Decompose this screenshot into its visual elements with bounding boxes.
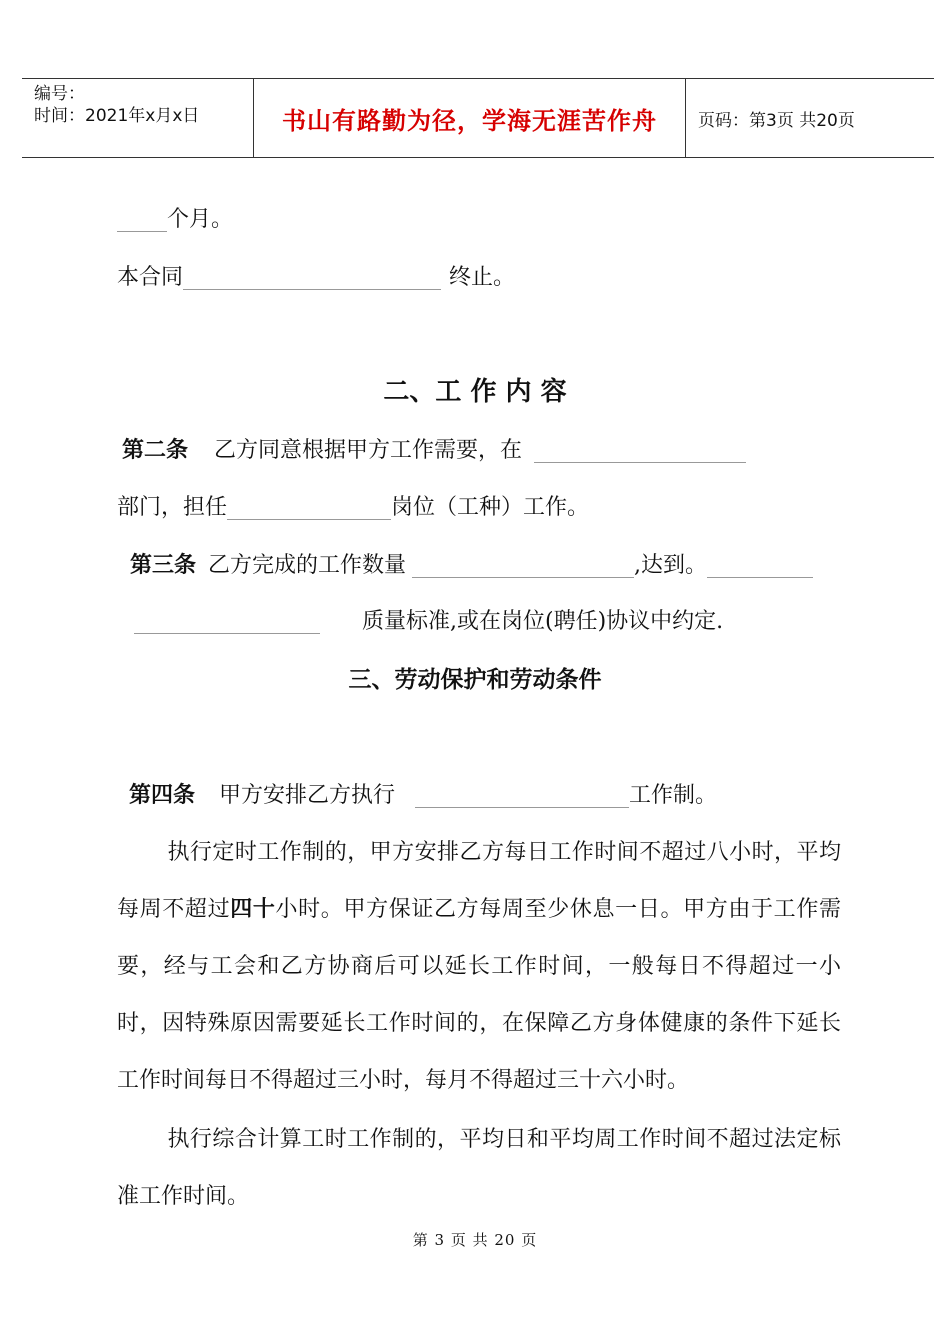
quality-text: 质量标准,或在岗位(聘任)协议中约定. <box>362 609 724 634</box>
blank-field[interactable] <box>707 551 813 578</box>
article-2 <box>122 435 746 466</box>
serial-label: 编号： <box>34 84 85 104</box>
article-text: 乙方同意根据甲方工作需要，在 <box>214 438 523 463</box>
page-label: 页码：第3页 共20页 <box>698 110 855 131</box>
paragraph-text: 小时。甲方保证乙方每周至少休息一日。甲方由于工作需要，经与工会和乙方协商后可以延长工作时间，一般每日不得超过一小时，因特殊原因需要延长工作时间的，在保障乙方身体健康的条件下延长工作时间每日不得超过三小时，每月不得超过三十六小时。 <box>117 897 841 1093</box>
work-system-text: 工作制。 <box>629 783 718 808</box>
section-title-labor-protection: 三、劳动保护和劳动条件 <box>348 666 602 693</box>
article-label: 第三条 <box>130 552 197 578</box>
article-text: 甲方安排乙方执行 <box>219 783 396 808</box>
contract-prefix: 本合同 <box>117 265 184 290</box>
section-title-work-content: 二、工 作 内 容 <box>383 377 567 407</box>
page-footer: 第 3 页 共 20 页 <box>412 1231 538 1249</box>
header-left-cell <box>22 79 254 157</box>
article-3 <box>130 550 813 581</box>
paragraph-text: 执行综合计算工时工作制的，平均日和平均周工作时间不超过法定标准工作时间。 <box>117 1127 841 1209</box>
blank-field[interactable] <box>134 607 320 634</box>
blank-field[interactable] <box>534 436 746 463</box>
paragraph-comprehensive-hours <box>117 1111 841 1225</box>
reach-text: ,达到。 <box>634 553 708 578</box>
blank-field[interactable] <box>183 263 441 290</box>
article-3-line2 <box>134 607 723 637</box>
paragraph-bold: 四十 <box>230 896 276 922</box>
blank-field[interactable] <box>415 781 629 808</box>
line-months <box>117 205 233 235</box>
paragraph-fixed-hours <box>117 824 841 1109</box>
months-text: 个月。 <box>167 207 234 232</box>
position-text: 岗位（工种）工作。 <box>391 495 590 520</box>
motto: 书山有路勤为径，学海无涯苦作舟 <box>254 79 686 157</box>
article-label: 第四条 <box>129 782 196 808</box>
article-text: 乙方完成的工作数量 <box>208 553 407 578</box>
contract-suffix: 终止。 <box>449 265 516 290</box>
blank-field[interactable] <box>117 205 167 232</box>
blank-field[interactable] <box>412 551 634 578</box>
article-label: 第二条 <box>122 437 189 463</box>
page-header <box>22 78 934 158</box>
article-4 <box>129 780 717 811</box>
article-2-line2 <box>117 493 589 523</box>
time-label: 时间：2021年x月x日 <box>34 106 200 126</box>
department-text: 部门，担任 <box>117 495 228 520</box>
line-contract-end <box>117 263 515 293</box>
paragraph-text: 执行定时工作制的，甲方安排乙方每日工作时间不超过八小时，平均每周不超过 <box>117 840 841 922</box>
blank-field[interactable] <box>227 493 391 520</box>
